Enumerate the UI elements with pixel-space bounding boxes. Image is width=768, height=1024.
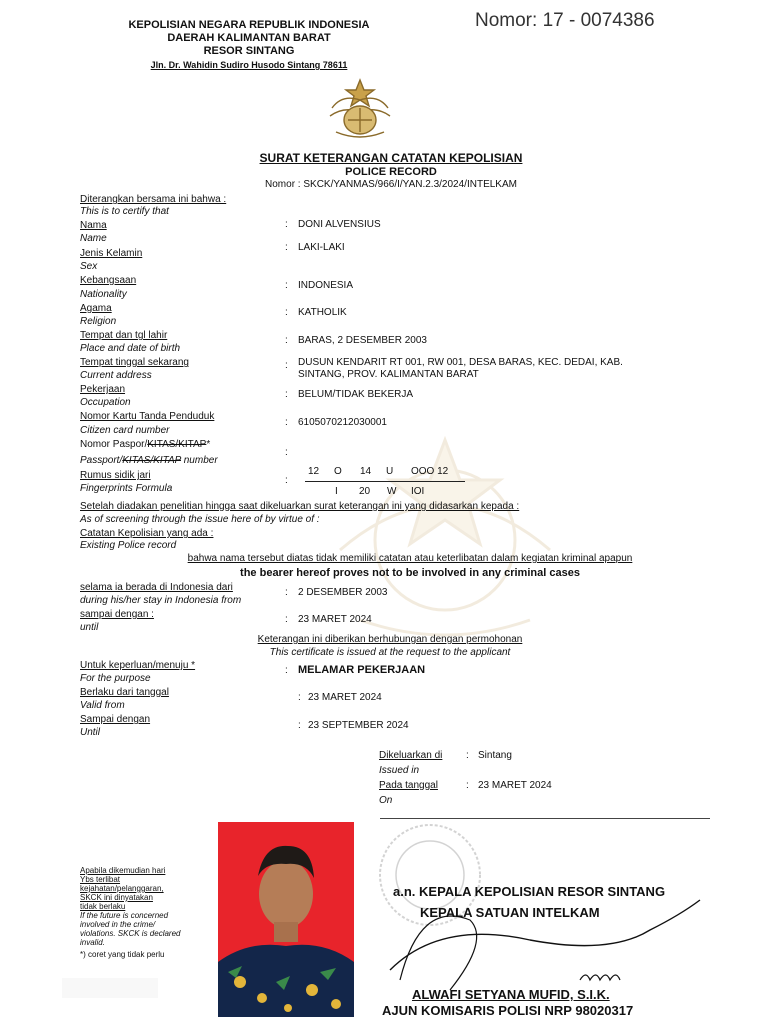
signatory-name: ALWAFI SETYANA MUFID, S.I.K. xyxy=(412,987,610,1002)
note-line-en: involved in the crime/ xyxy=(80,920,156,929)
period-from-value: 2 DESEMBER 2003 xyxy=(298,587,388,598)
note-line: Ybs terlibat xyxy=(80,875,121,884)
fingerprint-divider xyxy=(305,481,465,482)
faded-stamp xyxy=(62,978,158,998)
field-colon: : xyxy=(285,307,288,318)
document-number-value: 17 - 0074386 xyxy=(542,10,655,31)
screening-en: As of screening through the issue here of by virtue of : xyxy=(80,514,320,525)
signatory-line-2: KEPALA SATUAN INTELKAM xyxy=(420,905,600,920)
note-line: SKCK ini dinyatakan xyxy=(80,893,153,902)
field-label-id: Pekerjaan xyxy=(80,384,126,395)
agency-line-2: DAERAH KALIMANTAN BARAT xyxy=(167,32,331,44)
existing-record-en: Existing Police record xyxy=(80,540,177,551)
agency-line-3: RESOR SINTANG xyxy=(203,45,295,57)
fingerprint-label-id: Rumus sidik jari xyxy=(80,470,151,481)
note-footnote: *) coret yang tidak perlu xyxy=(80,950,165,959)
record-number: Nomor : SKCK/YANMAS/966/I/YAN.2.3/2024/INTELKAM xyxy=(265,179,517,190)
intro-en: This is to certify that xyxy=(80,206,169,217)
fingerprint-top-5: OOO 12 xyxy=(411,466,449,477)
field-value-address-2: SINTANG, PROV. KALIMANTAN BARAT xyxy=(298,369,479,380)
field-colon: : xyxy=(285,665,288,676)
police-emblem xyxy=(322,76,398,142)
field-value-sex: LAKI-LAKI xyxy=(298,242,345,253)
field-colon: : xyxy=(285,475,288,486)
passport-label-part: Nomor Paspor/ xyxy=(80,439,148,450)
document-subtitle: POLICE RECORD xyxy=(345,166,437,178)
signature-divider xyxy=(380,818,710,819)
signatory-line-1: a.n. KEPALA KEPOLISIAN RESOR SINTANG xyxy=(393,884,666,899)
issued-on-label-en: On xyxy=(379,795,393,806)
issued-in-value: Sintang xyxy=(478,750,512,761)
field-colon: : xyxy=(285,242,288,253)
field-value-address: DUSUN KENDARIT RT 001, RW 001, DESA BARAS, KEC. DEDAI, KAB. xyxy=(298,357,623,368)
passport-label-strike: KITAS/KITAP xyxy=(147,439,207,450)
agency-address: Jln. Dr. Wahidin Sudiro Husodo Sintang 78611 xyxy=(150,60,348,70)
request-id: Keterangan ini diberikan berhubungan dengan permohonan xyxy=(257,634,523,645)
fingerprint-top-3: 14 xyxy=(360,466,372,477)
passport-label-star: * xyxy=(206,439,211,450)
passport-en-part: Passport/ xyxy=(80,455,123,466)
existing-record-id: Catatan Kepolisian yang ada : xyxy=(80,528,214,539)
field-colon: : xyxy=(285,219,288,230)
period-until-value: 23 MARET 2024 xyxy=(298,614,372,625)
agency-line-1: KEPOLISIAN NEGARA REPUBLIK INDONESIA xyxy=(128,19,370,31)
field-colon: : xyxy=(298,720,301,731)
period-from-id: selama ia berada di Indonesia dari xyxy=(80,582,233,593)
note-line: Apabila dikemudian hari xyxy=(80,866,166,875)
valid-until-value: 23 SEPTEMBER 2024 xyxy=(308,720,409,731)
field-label-id: Tempat dan tgl lahir xyxy=(80,330,168,341)
purpose-label-en: For the purpose xyxy=(80,673,151,684)
field-colon: : xyxy=(285,614,288,625)
field-colon: : xyxy=(285,447,288,458)
fingerprint-bottom-4: IOI xyxy=(411,486,425,497)
passport-label-id xyxy=(80,439,210,450)
field-value-name: DONI ALVENSIUS xyxy=(298,219,381,230)
fingerprint-bottom-2: 20 xyxy=(359,486,371,497)
period-from-en: during his/her stay in Indonesia from xyxy=(80,595,242,606)
field-colon: : xyxy=(285,360,288,371)
field-colon: : xyxy=(285,335,288,346)
note-line-en: If the future is concerned xyxy=(80,911,169,920)
issued-in-label-en: Issued in xyxy=(379,765,420,776)
issued-on-value: 23 MARET 2024 xyxy=(478,780,552,791)
field-label-en: Sex xyxy=(80,261,98,272)
finding-id: bahwa nama tersebut diatas tidak memiliki catatan atau keterlibatan dalam kegiatan kriminal apapun xyxy=(187,553,633,564)
signatory-rank: AJUN KOMISARIS POLISI NRP 98020317 xyxy=(382,1003,634,1018)
purpose-value: MELAMAR PEKERJAAN xyxy=(298,664,426,676)
issued-in-label-id: Dikeluarkan di xyxy=(379,750,443,761)
field-colon: : xyxy=(298,692,301,703)
field-colon: : xyxy=(466,780,469,791)
fingerprint-bottom-3: W xyxy=(387,486,397,497)
valid-from-label-en: Valid from xyxy=(80,700,125,711)
note-line-en: violations. SKCK is declared xyxy=(80,929,181,938)
note-line: tidak berlaku xyxy=(80,902,126,911)
period-until-en: until xyxy=(80,622,99,633)
field-value-nationality: INDONESIA xyxy=(298,280,354,291)
field-colon: : xyxy=(466,750,469,761)
field-label-id: Agama xyxy=(80,303,112,314)
field-label-id: Nama xyxy=(80,220,107,231)
passport-label-en xyxy=(80,455,218,466)
field-colon: : xyxy=(285,389,288,400)
field-label-id: Kebangsaan xyxy=(80,275,137,286)
fingerprint-top-4: U xyxy=(386,466,394,477)
valid-from-label-id: Berlaku dari tanggal xyxy=(80,687,169,698)
issued-on-label-id: Pada tanggal xyxy=(379,780,438,791)
invalidity-note xyxy=(80,866,210,959)
field-label-en: Occupation xyxy=(80,397,131,408)
field-label-en: Citizen card number xyxy=(80,425,170,436)
screening-id: Setelah diadakan penelitian hingga saat dikeluarkan surat keterangan ini yang didasarkan kepada : xyxy=(80,501,520,512)
fingerprint-top-2: O xyxy=(334,466,342,477)
valid-until-label-id: Sampai dengan xyxy=(80,714,151,725)
document-number-label: Nomor: xyxy=(475,10,538,31)
period-until-id: sampai dengan : xyxy=(80,609,154,620)
purpose-label-id: Untuk keperluan/menuju * xyxy=(80,660,196,671)
field-label-en: Religion xyxy=(80,316,117,327)
document-number xyxy=(475,10,655,32)
valid-until-label-en: Until xyxy=(80,727,101,738)
field-label-en: Name xyxy=(80,233,107,244)
intro-id: Diterangkan bersama ini bahwa : xyxy=(80,194,227,205)
field-colon: : xyxy=(285,280,288,291)
field-label-id: Nomor Kartu Tanda Penduduk xyxy=(80,411,215,422)
field-value-birth: BARAS, 2 DESEMBER 2003 xyxy=(298,335,427,346)
request-en: This certificate is issued at the request to the applicant xyxy=(269,647,511,658)
field-colon: : xyxy=(285,587,288,598)
note-line: kejahatan/pelanggaran, xyxy=(80,884,164,893)
document-title: SURAT KETERANGAN CATATAN KEPOLISIAN xyxy=(259,151,523,165)
field-value-id-card: 6105070212030001 xyxy=(298,417,387,428)
field-label-en: Place and date of birth xyxy=(80,343,181,354)
field-label-en: Nationality xyxy=(80,289,127,300)
fingerprint-top-1: 12 xyxy=(308,466,320,477)
note-line-en: invalid. xyxy=(80,938,105,947)
finding-en: the bearer hereof proves not to be involved in any criminal cases xyxy=(240,567,580,579)
field-value-occupation: BELUM/TIDAK BEKERJA xyxy=(298,389,414,400)
field-label-id: Jenis Kelamin xyxy=(80,248,143,259)
applicant-photo xyxy=(218,822,354,1017)
field-label-en: Current address xyxy=(80,370,152,381)
valid-from-value: 23 MARET 2024 xyxy=(308,692,382,703)
passport-en-number: number xyxy=(183,455,218,466)
field-colon: : xyxy=(285,417,288,428)
field-value-religion: KATHOLIK xyxy=(298,307,347,318)
field-label-id: Tempat tinggal sekarang xyxy=(80,357,189,368)
fingerprint-label-en: Fingerprints Formula xyxy=(80,483,173,494)
passport-en-strike: KITAS/KITAP xyxy=(122,455,181,466)
fingerprint-bottom-1: I xyxy=(335,486,338,497)
